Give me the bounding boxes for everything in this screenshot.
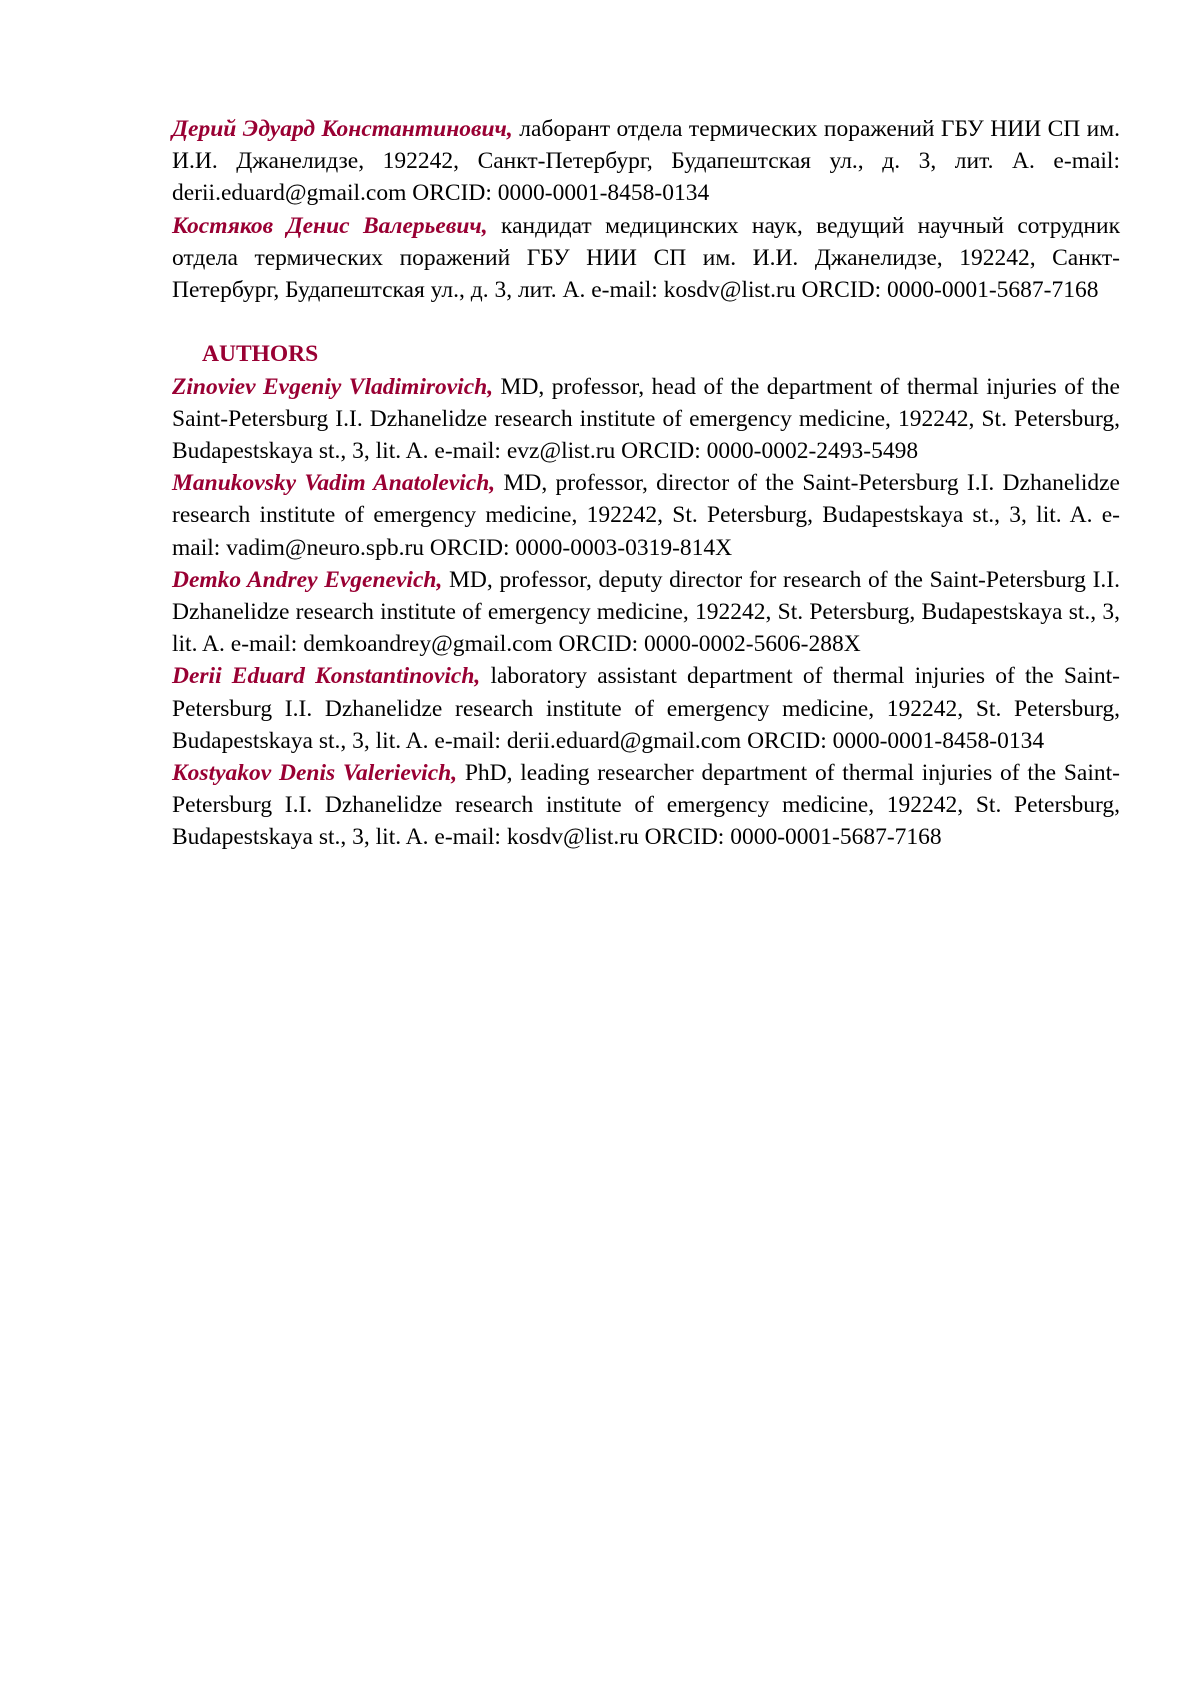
author-name: Дерий Эдуард Константинович, (172, 116, 513, 142)
author-details: MD, professor, director of the Saint-Petersburg I.I. Dzhanelidze research institute of emergency medicine, 192242, St. Petersburg, Budapestskaya st., 3, lit. A. e-mail: vadim@neuro.spb.ru ORCID: 0000-0003-0319-814X (172, 470, 1120, 561)
author-entry-ru-kostyakov (172, 210, 1120, 307)
author-details: кандидат медицинских наук, ведущий научный сотрудник отдела термических поражений ГБУ НИИ СП им. И.И. Джанелидзе, 192242, Санкт-Петербург, Будапештская ул., д. 3, лит. А. e-mail: kosdv@list.ru ORCID: 0000-0001-5687-7168 (172, 212, 1121, 304)
author-details: MD, professor, head of the department of thermal injuries of the Saint-Petersburg I.I. Dzhanelidze research institute of emergency medicine, 192242, St. Petersburg, Budapestskaya st., 3, lit. A. e-mail: evz@list.ru ORCID: 0000-0002-2493-5498 (172, 373, 1120, 465)
author-details: PhD, leading researcher department of thermal injuries of the Saint-Petersburg I.I. Dzhanelidze research institute of emergency medicine, 192242, St. Petersburg, Budapestskaya st., 3, lit. A. e-mail: kosdv@list.ru ORCID: 0000-0001-5687-7168 (172, 760, 1120, 851)
author-details: MD, professor, deputy director for research of the Saint-Petersburg I.I. Dzhanelidze research institute of emergency medicine, 192242, St. Petersburg, Budapestskaya st., 3, lit. A. e-mail: demkoandrey@gmail.com ORCID: 0000-0002-5606-288X (172, 566, 1120, 658)
author-entry-en-demko (172, 564, 1120, 661)
author-entry-en-manukovsky (172, 467, 1120, 564)
author-entry-en-kostyakov (172, 757, 1120, 854)
document-page (172, 113, 1120, 854)
section-spacer (172, 306, 1120, 338)
authors-heading: AUTHORS (202, 341, 319, 368)
author-details: лаборант отдела термических поражений ГБУ НИИ СП им. И.И. Джанелидзе, 192242, Санкт-Петербург, Будапештская ул., д. 3, лит. А. e-mail: derii.eduard@gmail.com ORCID: 0000-0001-8458-0134 (172, 116, 1121, 207)
author-name: Kostyakov Denis Valerievich, (172, 760, 458, 787)
author-entry-en-derii (172, 660, 1120, 757)
author-name: Manukovsky Vadim Anatolevich, (172, 470, 496, 497)
author-details: laboratory assistant department of thermal injuries of the Saint-Petersburg I.I. Dzhanelidze research institute of emergency medicine, 192242, St. Petersburg, Budapestskaya st., 3, lit. A. e-mail: derii.eduard@gmail.com ORCID: 0000-0001-8458-0134 (172, 663, 1120, 754)
author-name: Костяков Денис Валерьевич, (172, 212, 488, 239)
author-entry-en-zinoviev (172, 371, 1120, 468)
author-name: Demko Andrey Evgenevich, (172, 566, 443, 593)
author-name: Derii Eduard Konstantinovich, (172, 663, 481, 690)
author-name: Zinoviev Evgeniy Vladimirovich, (172, 373, 494, 400)
author-entry-ru-derii (172, 113, 1120, 210)
